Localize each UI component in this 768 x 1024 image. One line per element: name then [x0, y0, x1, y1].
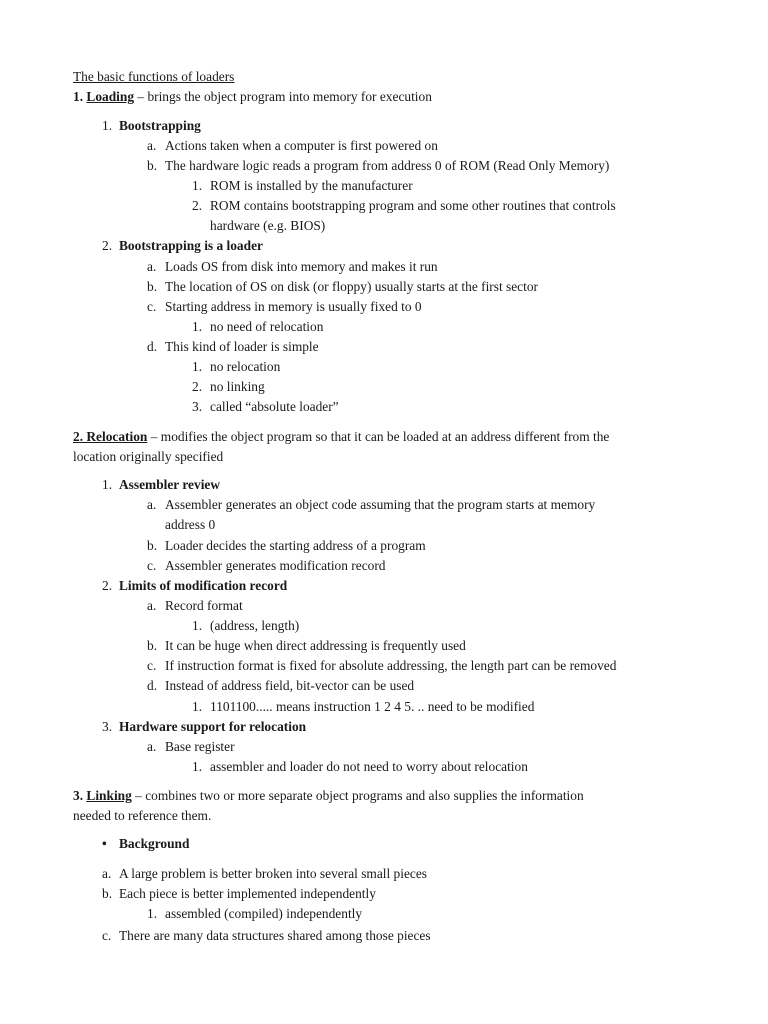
list-item-title: Bootstrapping — [119, 118, 201, 133]
section-linking-heading — [73, 786, 584, 806]
list-marker: b. — [147, 158, 158, 173]
section-title: 2. Relocation — [73, 429, 148, 444]
list-item: The hardware logic reads a program from address 0 of ROM (Read Only Memory) — [165, 158, 610, 173]
list-item: Base register — [165, 739, 235, 754]
section-title: Linking — [86, 788, 132, 803]
list-marker: 2. — [192, 198, 203, 213]
list-marker: 2. — [102, 238, 113, 253]
section-relocation-heading — [73, 427, 609, 447]
list-marker: 1. — [192, 359, 203, 374]
list-marker: b. — [147, 638, 158, 653]
list-item: Actions taken when a computer is first powered on — [165, 138, 438, 153]
list-item: Record format — [165, 598, 243, 613]
list-marker: 1. — [102, 477, 113, 492]
section-description: – combines two or more separate object programs and also supplies the information — [131, 788, 584, 803]
document-title: The basic functions of loaders — [73, 69, 235, 84]
list-item-continuation: hardware (e.g. BIOS) — [210, 218, 326, 233]
list-marker: 1. — [192, 699, 203, 714]
list-item-title: Assembler review — [119, 477, 221, 492]
list-marker: c. — [147, 299, 157, 314]
list-marker: d. — [147, 339, 158, 354]
list-item: ROM contains bootstrapping program and some other routines that controls — [210, 198, 616, 213]
list-item: Loader decides the starting address of a program — [165, 538, 426, 553]
list-marker: a. — [147, 497, 157, 512]
list-marker: a. — [102, 866, 112, 881]
list-item: The location of OS on disk (or floppy) usually starts at the first sector — [165, 279, 539, 294]
list-item: Loads OS from disk into memory and makes it run — [165, 259, 438, 274]
list-item: If instruction format is fixed for absolute addressing, the length part can be removed — [165, 658, 617, 673]
list-marker: 2. — [192, 379, 203, 394]
list-marker: b. — [147, 538, 158, 553]
list-marker: b. — [102, 886, 113, 901]
section-description-continuation: location originally specified — [73, 449, 224, 464]
list-item: A large problem is better broken into several small pieces — [119, 866, 428, 881]
list-marker: c. — [147, 558, 157, 573]
list-item: (address, length) — [210, 618, 300, 633]
list-item: no relocation — [210, 359, 281, 374]
list-item: This kind of loader is simple — [165, 339, 319, 354]
list-item: no need of relocation — [210, 319, 324, 334]
section-description-continuation: needed to reference them. — [73, 808, 212, 823]
list-marker: 1. — [102, 118, 113, 133]
list-marker: a. — [147, 259, 157, 274]
section-title: Loading — [86, 89, 135, 104]
list-marker: 1. — [192, 178, 203, 193]
list-item: assembler and loader do not need to worry about relocation — [210, 759, 528, 774]
list-marker: c. — [147, 658, 157, 673]
list-marker: a. — [147, 138, 157, 153]
list-item: Assembler generates an object code assuming that the program starts at memory — [165, 497, 596, 512]
list-marker: c. — [102, 928, 112, 943]
list-marker: 2. — [102, 578, 113, 593]
list-item: assembled (compiled) independently — [165, 906, 363, 921]
list-item: Starting address in memory is usually fixed to 0 — [165, 299, 422, 314]
list-item: Each piece is better implemented independently — [119, 886, 376, 901]
list-marker: 3. — [102, 719, 113, 734]
list-item: Assembler generates modification record — [165, 558, 386, 573]
list-marker: b. — [147, 279, 158, 294]
list-item: It can be huge when direct addressing is frequently used — [165, 638, 466, 653]
list-item: no linking — [210, 379, 265, 394]
list-item-title: Bootstrapping is a loader — [119, 238, 263, 253]
list-marker: 1. — [192, 618, 203, 633]
list-marker: 1. — [192, 759, 203, 774]
list-item-title: Limits of modification record — [119, 578, 288, 593]
section-description: – modifies the object program so that it can be loaded at an address different from the — [147, 429, 610, 444]
list-marker: 3. — [192, 399, 203, 414]
list-item: ROM is installed by the manufacturer — [210, 178, 413, 193]
list-marker: 1. — [192, 319, 203, 334]
list-marker: d. — [147, 678, 158, 693]
section-number: 3. — [73, 788, 84, 803]
section-number: 1. — [73, 89, 84, 104]
list-marker: a. — [147, 598, 157, 613]
bullet-marker: • — [102, 836, 107, 851]
list-item: Instead of address field, bit-vector can be used — [165, 678, 415, 693]
section-description: – brings the object program into memory for execution — [134, 89, 432, 104]
list-item: 1101100..... means instruction 1 2 4 5. .. need to be modified — [210, 699, 535, 714]
list-item: called “absolute loader” — [210, 399, 339, 414]
section-loading-heading — [73, 87, 432, 107]
list-marker: 1. — [147, 906, 158, 921]
list-item-continuation: address 0 — [165, 517, 216, 532]
list-marker: a. — [147, 739, 157, 754]
list-item-title: Background — [119, 836, 190, 851]
list-item-title: Hardware support for relocation — [119, 719, 307, 734]
list-item: There are many data structures shared among those pieces — [119, 928, 431, 943]
